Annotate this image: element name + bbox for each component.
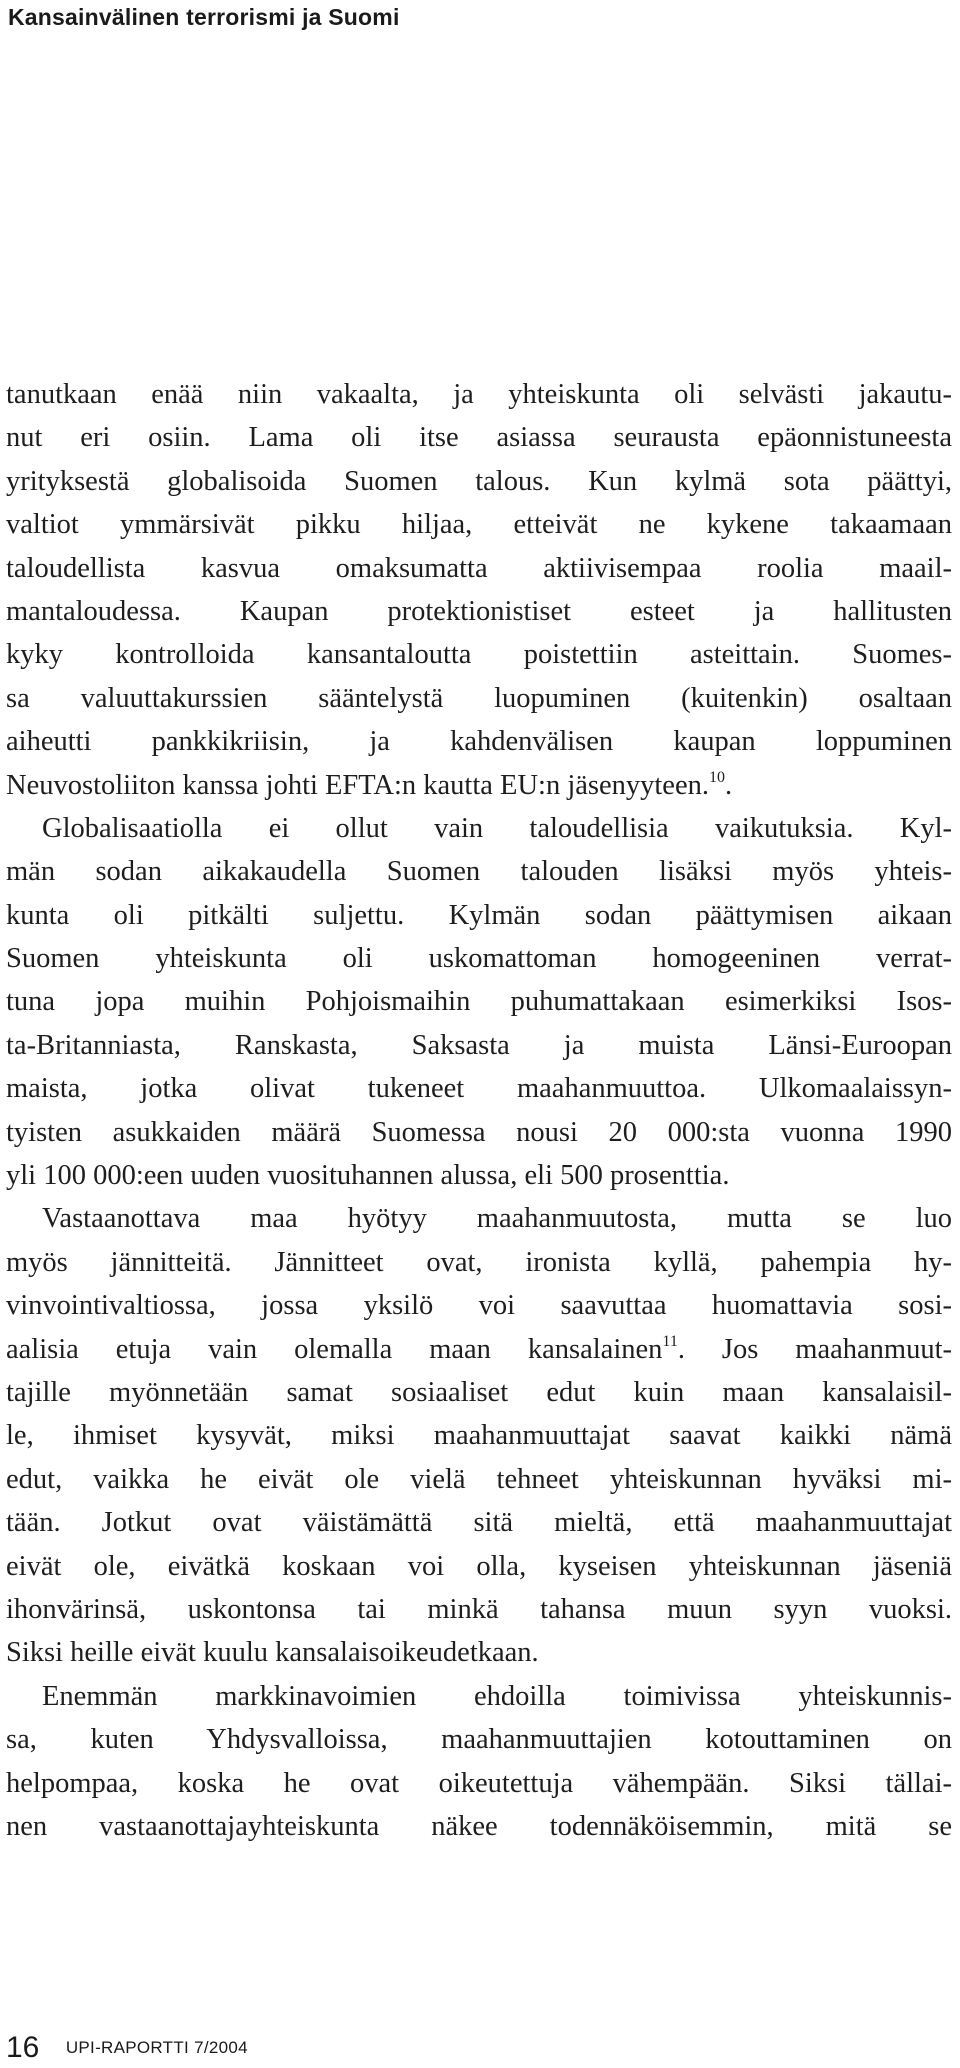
text-line: aiheutti pankkikriisin, ja kahdenvälisen kaupan loppuminen — [6, 726, 952, 758]
text-line: Siksi heille eivät kuulu kansalaisoikeudetkaan. — [6, 1637, 539, 1669]
text-line: Enemmän markkinavoimien ehdoilla toimivissa yhteiskunnis- — [42, 1680, 952, 1712]
text-line: sa, kuten Yhdysvalloissa, maahanmuuttajien kotouttaminen on — [6, 1724, 952, 1756]
text-line: maista, jotka olivat tukeneet maahanmuuttoa. Ulkomaalaissyn- — [6, 1073, 952, 1105]
text-line — [6, 764, 952, 807]
text-line: män sodan aikakaudella Suomen talouden lisäksi myös yhteis- — [6, 856, 952, 888]
running-header: Kansainvälinen terrorismi ja Suomi — [8, 4, 400, 30]
text-line: eivät ole, eivätkä koskaan voi olla, kyseisen yhteiskunnan jäseniä — [6, 1550, 952, 1582]
text-line: tään. Jotkut ovat väistämättä sitä mieltä, että maahanmuuttajat — [6, 1507, 952, 1539]
text-fragment: . Jos maahanmuut- — [677, 1333, 952, 1365]
text-line: Suomen yhteiskunta oli uskomattoman homogeeninen verrat- — [6, 943, 952, 975]
text-line: kunta oli pitkälti suljettu. Kylmän sodan päättymisen aikaan — [6, 899, 952, 931]
text-line: nut eri osiin. Lama oli itse asiassa seurausta epäonnistuneesta — [6, 422, 952, 454]
text-line: mantaloudessa. Kaupan protektionistiset esteet ja hallitusten — [6, 595, 952, 627]
text-fragment: . — [724, 769, 733, 801]
page-footer — [6, 2031, 248, 2065]
text-line: helpompaa, koska he ovat oikeutettuja vähempään. Siksi tällai- — [6, 1767, 952, 1799]
text-line — [6, 1328, 952, 1371]
text-line: sa valuuttakurssien sääntelystä luopuminen (kuitenkin) osaltaan — [6, 682, 952, 714]
text-line: edut, vaikka he eivät ole vielä tehneet yhteiskunnan hyväksi mi- — [6, 1463, 952, 1495]
text-line: tajille myönnetään samat sosiaaliset edut kuin maan kansalaisil- — [6, 1376, 952, 1408]
text-line: taloudellista kasvua omaksumatta aktiivisempaa roolia maail- — [6, 552, 952, 584]
text-line: le, ihmiset kysyvät, miksi maahanmuuttajat saavat kaikki nämä — [6, 1420, 952, 1452]
text-line: myös jännitteitä. Jännitteet ovat, ironista kyllä, pahempia hy- — [6, 1246, 952, 1278]
text-line: Vastaanottava maa hyötyy maahanmuutosta, mutta se luo — [42, 1203, 952, 1235]
text-line: tanutkaan enää niin vakaalta, ja yhteiskunta oli selvästi jakautu- — [6, 379, 952, 410]
text-line: yli 100 000:een uuden vuosituhannen alussa, eli 500 prosenttia. — [6, 1160, 730, 1192]
publication-name: UPI-RAPORTTI 7/2004 — [65, 2038, 248, 2057]
text-line: ihonvärinsä, uskontonsa tai minkä tahansa muun syyn vuoksi. — [6, 1593, 952, 1625]
text-fragment: aalisia etuja vain olemalla maan kansalainen — [6, 1333, 663, 1365]
text-line: ta-Britanniasta, Ranskasta, Saksasta ja muista Länsi-Euroopan — [6, 1029, 952, 1061]
text-line: yrityksestä globalisoida Suomen talous. Kun kylmä sota päättyi, — [6, 465, 952, 497]
text-line: Globalisaatiolla ei ollut vain taloudellisia vaikutuksia. Kyl- — [42, 812, 952, 844]
text-line: kyky kontrolloida kansantaloutta poistettiin asteittain. Suomes- — [6, 639, 952, 671]
text-line: tuna jopa muihin Pohjoismaihin puhumattakaan esimerkiksi Isos- — [6, 986, 952, 1018]
text-line: tyisten asukkaiden määrä Suomessa nousi 20 000:sta vuonna 1990 — [6, 1116, 952, 1148]
body-text — [6, 373, 952, 1848]
footnote-ref[interactable]: 11 — [662, 1332, 678, 1350]
footnote-ref[interactable]: 10 — [708, 768, 725, 786]
text-line: vinvointivaltiossa, jossa yksilö voi saavuttaa huomattavia sosi- — [6, 1290, 952, 1322]
text-line: valtiot ymmärsivät pikku hiljaa, etteivät ne kykene takaamaan — [6, 509, 952, 541]
text-line: nen vastaanottajayhteiskunta näkee todennäköisemmin, mitä se — [6, 1810, 952, 1842]
text-fragment: Neuvostoliiton kanssa johti EFTA:n kautta EU:n jäsenyyteen. — [6, 769, 709, 801]
page-number: 16 — [6, 2031, 40, 2064]
